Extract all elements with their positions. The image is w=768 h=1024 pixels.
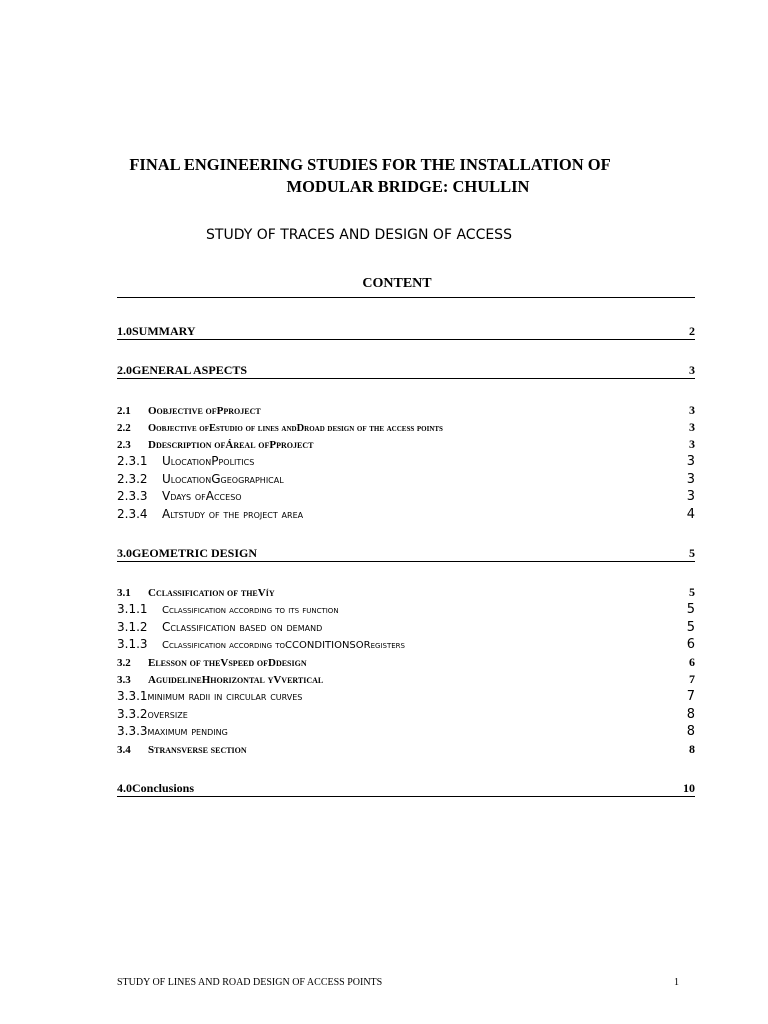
toc-entry-title: Cclassification of theVíy	[148, 587, 275, 599]
toc-entry-title: SUMMARY	[132, 324, 196, 338]
toc-entry-number: 2.3.3	[117, 489, 148, 503]
toc-entry-page: 7	[689, 672, 695, 686]
toc-entry-title: Altstudy of the project area	[162, 507, 304, 521]
toc-entry[interactable]	[117, 601, 695, 618]
toc-entry-page: 10	[683, 781, 695, 795]
toc-entry-page: 8	[686, 724, 695, 739]
toc-entry-page: 6	[689, 655, 695, 669]
toc-entry-page: 5	[686, 602, 695, 617]
toc-entry-title: Stransverse section	[148, 744, 247, 756]
toc-entry-page: 3	[686, 472, 695, 487]
toc-entry[interactable]	[117, 741, 695, 758]
toc-entry[interactable]	[117, 323, 695, 340]
toc-entry-title: Ddescription ofÁreal ofPproject	[148, 439, 314, 451]
toc-entry-number: 3.1	[117, 587, 131, 599]
toc-entry-page: 8	[689, 742, 695, 756]
document-title-line-2: MODULAR BRIDGE: CHULLIN	[286, 177, 530, 196]
toc-entry-page: 5	[686, 620, 695, 635]
toc-entry-page: 4	[686, 507, 695, 522]
toc-entry-page: 3	[689, 420, 695, 434]
toc-entry-title: Vdays ofAcceso	[162, 489, 242, 503]
toc-entry[interactable]	[117, 688, 695, 705]
toc-entry[interactable]	[117, 636, 695, 653]
toc-entry-number: 4.0	[117, 781, 132, 795]
toc-entry-title: Elesson of theVspeed ofDdesign	[148, 657, 307, 669]
toc-entry-title: AguidelineHhorizontal yVvertical	[148, 674, 324, 686]
toc-entry-title: maximum pending	[147, 724, 228, 738]
toc-entry[interactable]	[117, 362, 695, 379]
toc-entry-title: GENERAL ASPECTS	[132, 363, 248, 377]
content-divider	[117, 297, 695, 298]
toc-entry-number: 3.1.1	[117, 602, 148, 616]
toc-entry-number: 3.1.3	[117, 637, 148, 651]
toc-entry-number: 3.3.1	[117, 689, 148, 703]
toc-entry[interactable]	[117, 545, 695, 562]
toc-entry[interactable]	[117, 671, 695, 688]
toc-entry[interactable]	[117, 723, 695, 740]
toc-entry-number: 2.1	[117, 405, 131, 417]
toc-entry-number: 3.3.2	[117, 707, 148, 721]
toc-entry-number: 2.2	[117, 422, 131, 434]
toc-entry[interactable]	[117, 780, 695, 797]
document-subtitle: STUDY OF TRACES AND DESIGN OF ACCESS	[206, 227, 512, 243]
toc-entry-title: GEOMETRIC DESIGN	[132, 546, 258, 560]
toc-entry-title: Conclusions	[132, 781, 195, 795]
toc-entry-number: 2.3.4	[117, 507, 148, 521]
toc-entry-title: minimum radii in circular curves	[147, 689, 303, 703]
toc-entry-number: 2.3.2	[117, 472, 148, 486]
toc-entry-number: 3.2	[117, 657, 131, 669]
toc-entry[interactable]	[117, 488, 695, 505]
toc-entry-title: Cclassification according to its function	[162, 605, 339, 616]
content-heading: CONTENT	[362, 276, 432, 291]
toc-entry-page: 2	[689, 324, 695, 338]
toc-entry-title: Oobjective ofEstudio of lines andDroad design of the access points	[148, 423, 443, 434]
toc-entry[interactable]	[117, 402, 695, 419]
toc-entry[interactable]	[117, 584, 695, 601]
toc-entry-number: 1.0	[117, 324, 132, 338]
toc-entry-number: 3.1.2	[117, 620, 148, 634]
toc-entry-page: 6	[686, 637, 695, 652]
toc-entry[interactable]	[117, 706, 695, 723]
toc-entry-title: Cclassification based on demand	[162, 620, 323, 634]
toc-entry-page: 3	[686, 454, 695, 469]
toc-entry-page: 8	[686, 707, 695, 722]
toc-entry-number: 2.3	[117, 439, 131, 451]
toc-entry-title: UlocationPpolitics	[162, 454, 255, 468]
toc-entry-page: 3	[689, 363, 695, 377]
toc-entry-page: 3	[689, 403, 695, 417]
toc-entry[interactable]	[117, 471, 695, 488]
document-title-line-1: FINAL ENGINEERING STUDIES FOR THE INSTALLATION OF	[129, 155, 611, 174]
toc-entry-title: UlocationGgeographical	[162, 472, 284, 486]
toc-entry-page: 3	[689, 437, 695, 451]
toc-entry-number: 3.4	[117, 744, 131, 756]
page-footer-text: STUDY OF LINES AND ROAD DESIGN OF ACCESS POINTS	[117, 977, 383, 988]
toc-entry[interactable]	[117, 619, 695, 636]
toc-entry-page: 5	[689, 546, 695, 560]
toc-entry-page: 5	[689, 585, 695, 599]
toc-entry-number: 3.3	[117, 674, 131, 686]
toc-entry[interactable]	[117, 506, 695, 523]
toc-entry[interactable]	[117, 436, 695, 453]
toc-entry-number: 3.0	[117, 546, 132, 560]
toc-entry-number: 3.3.3	[117, 724, 148, 738]
toc-entry-title: Oobjective ofPproject	[148, 405, 261, 417]
toc-entry-page: 7	[686, 689, 695, 704]
toc-entry[interactable]	[117, 654, 695, 671]
toc-entry-title: oversize	[147, 707, 188, 721]
toc-entry[interactable]	[117, 419, 695, 436]
page-number: 1	[674, 977, 679, 988]
toc-entry-number: 2.3.1	[117, 454, 148, 468]
toc-entry-title: Cclassification according toCCONDITIONSORegisters	[162, 640, 405, 651]
toc-entry-number: 2.0	[117, 363, 132, 377]
toc-entry[interactable]	[117, 453, 695, 470]
toc-entry-page: 3	[686, 489, 695, 504]
